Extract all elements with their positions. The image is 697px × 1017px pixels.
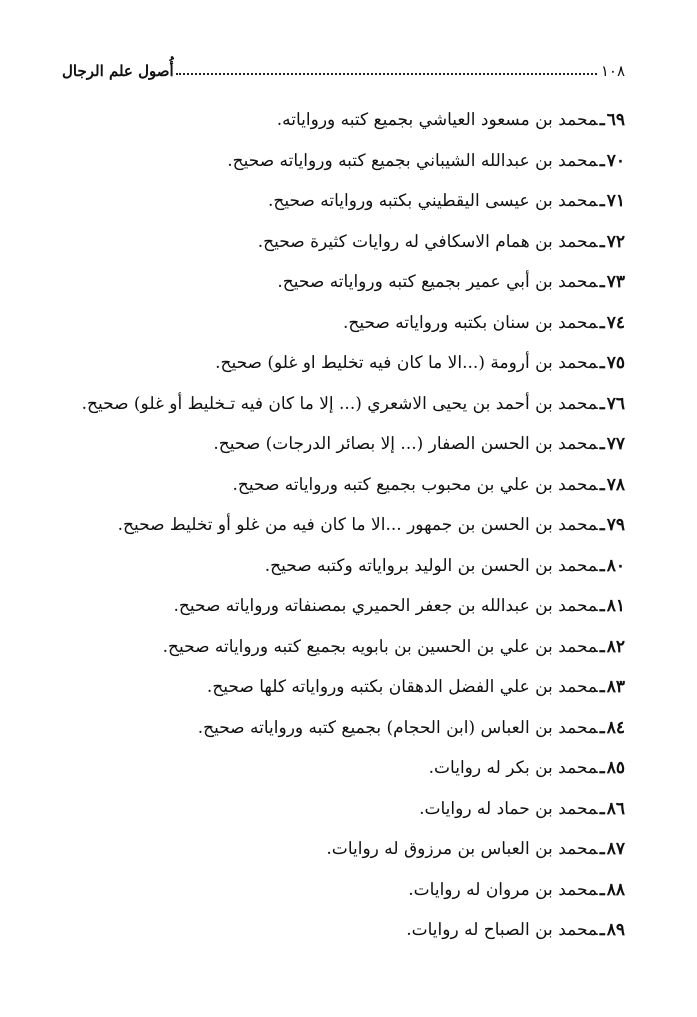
entry-text: محمد بن أحمد بن يحيى الاشعري (... إلا ما كان فيه تـخليط أو غلو) صحيح. [81, 393, 598, 414]
entry-text: محمد بن الصباح له روايات. [406, 920, 598, 940]
entry-text: محمد بن عبدالله الشيباني بجميع كتبه ورواياته صحيح. [227, 150, 598, 171]
list-item: ٦٩ـمحمد بن مسعود العياشي بجميع كتبه ورواياته. [276, 110, 625, 130]
list-item: ٧٣ـمحمد بن أبي عمير بجميع كتبه ورواياته صحيح. [277, 272, 625, 292]
list-item: ٧٠ـمحمد بن عبدالله الشيباني بجميع كتبه ورواياته صحيح. [227, 150, 625, 171]
entry-text: محمد بن سنان بكتبه ورواياته صحيح. [342, 312, 598, 333]
entry-number: ٧٣ [606, 272, 625, 292]
entry-text: محمد بن أبي عمير بجميع كتبه ورواياته صحيح. [277, 272, 598, 292]
list-item: ٧٨ـمحمد بن علي بن محبوب بجميع كتبه ورواياته صحيح. [232, 474, 625, 495]
entry-text: محمد بن بكر له روايات. [428, 758, 598, 778]
entry-text: محمد بن الحسن بن الوليد برواياته وكتبه صحيح. [264, 555, 598, 576]
entry-text: محمد بن علي بن الحسين بن بابويه بجميع كتبه ورواياته صحيح. [162, 636, 598, 657]
entry-text: محمد بن علي الفضل الدهقان بكتبه ورواياته كلها صحيح. [206, 677, 598, 697]
entry-number: ٦٩ [606, 110, 625, 130]
list-item: ٧٤ـمحمد بن سنان بكتبه ورواياته صحيح. [342, 312, 625, 333]
list-item: ٨٩ـمحمد بن الصباح له روايات. [406, 920, 625, 940]
running-title: أُصول علم الرجال [62, 62, 174, 80]
list-item: ٧٩ـمحمد بن الحسن بن جمهور ...الا ما كان فيه من غلو أو تخليط صحيح. [117, 515, 625, 535]
entry-number: ٨٦ [606, 798, 625, 819]
entry-number: ٧٠ [606, 150, 625, 171]
list-item: ٧٢ـمحمد بن همام الاسكافي له روايات كثيرة صحيح. [257, 231, 625, 252]
list-item: ٧٥ـمحمد بن أرومة (...الا ما كان فيه تخليط او غلو) صحيح. [215, 353, 625, 373]
entry-number: ٧٩ [606, 515, 625, 535]
entry-number: ٨٤ [606, 717, 625, 738]
list-item: ٨١ـمحمد بن عبدالله بن جعفر الحميري بمصنفاته ورواياته صحيح. [173, 596, 625, 616]
page-number: ١٠٨ [600, 62, 625, 80]
entry-text: محمد بن مسعود العياشي بجميع كتبه ورواياته. [276, 110, 598, 130]
entry-number: ٧٢ [606, 231, 625, 252]
list-item: ٨٠ـمحمد بن الحسن بن الوليد برواياته وكتبه صحيح. [264, 555, 625, 576]
entry-number: ٨٩ [606, 920, 625, 940]
entry-text: محمد بن همام الاسكافي له روايات كثيرة صحيح. [257, 231, 598, 252]
entry-text: محمد بن مروان له روايات. [408, 879, 598, 900]
entry-text: محمد بن العباس بن مرزوق له روايات. [326, 839, 598, 859]
entries-list [62, 100, 625, 951]
list-item: ٨٨ـمحمد بن مروان له روايات. [408, 879, 625, 900]
entry-number: ٨٣ [606, 677, 625, 697]
entry-text: محمد بن علي بن محبوب بجميع كتبه ورواياته صحيح. [232, 474, 598, 495]
entry-number: ٨٢ [606, 636, 625, 657]
entry-text: محمد بن عبدالله بن جعفر الحميري بمصنفاته ورواياته صحيح. [173, 596, 598, 616]
list-item: ٨٣ـمحمد بن علي الفضل الدهقان بكتبه ورواياته كلها صحيح. [206, 677, 625, 697]
list-item: ٨٤ـمحمد بن العباس (ابن الحجام) بجميع كتبه ورواياته صحيح. [197, 717, 625, 738]
list-item: ٨٦ـمحمد بن حماد له روايات. [419, 798, 625, 819]
entry-text: محمد بن العباس (ابن الحجام) بجميع كتبه ورواياته صحيح. [197, 717, 598, 738]
entry-number: ٨٧ [606, 839, 625, 859]
entry-number: ٧٤ [606, 312, 625, 333]
entry-text: محمد بن عيسى اليقطيني بكتبه ورواياته صحيح. [267, 191, 598, 211]
header-dot-leader [176, 72, 597, 75]
entry-number: ٨٥ [606, 758, 625, 778]
entry-number: ٧١ [606, 191, 625, 211]
entry-number: ٧٨ [606, 474, 625, 495]
entry-text: محمد بن الحسن الصفار (... إلا بصائر الدرجات) صحيح. [213, 434, 598, 454]
list-item: ٧٧ـمحمد بن الحسن الصفار (... إلا بصائر الدرجات) صحيح. [213, 434, 625, 454]
entry-text: محمد بن حماد له روايات. [419, 798, 598, 819]
page-header [62, 50, 625, 80]
list-item: ٨٧ـمحمد بن العباس بن مرزوق له روايات. [326, 839, 625, 859]
entry-text: محمد بن الحسن بن جمهور ...الا ما كان فيه من غلو أو تخليط صحيح. [117, 515, 598, 535]
entry-number: ٧٧ [606, 434, 625, 454]
entry-number: ٨٠ [606, 555, 625, 576]
entry-number: ٧٥ [606, 353, 625, 373]
entry-number: ٨٨ [606, 879, 625, 900]
list-item: ٧١ـمحمد بن عيسى اليقطيني بكتبه ورواياته صحيح. [267, 191, 625, 211]
entry-number: ٧٦ [606, 393, 625, 414]
list-item: ٧٦ـمحمد بن أحمد بن يحيى الاشعري (... إلا ما كان فيه تـخليط أو غلو) صحيح. [81, 393, 625, 414]
list-item: ٨٢ـمحمد بن علي بن الحسين بن بابويه بجميع كتبه ورواياته صحيح. [162, 636, 625, 657]
entry-number: ٨١ [606, 596, 625, 616]
list-item: ٨٥ـمحمد بن بكر له روايات. [428, 758, 625, 778]
entry-text: محمد بن أرومة (...الا ما كان فيه تخليط او غلو) صحيح. [215, 353, 598, 373]
